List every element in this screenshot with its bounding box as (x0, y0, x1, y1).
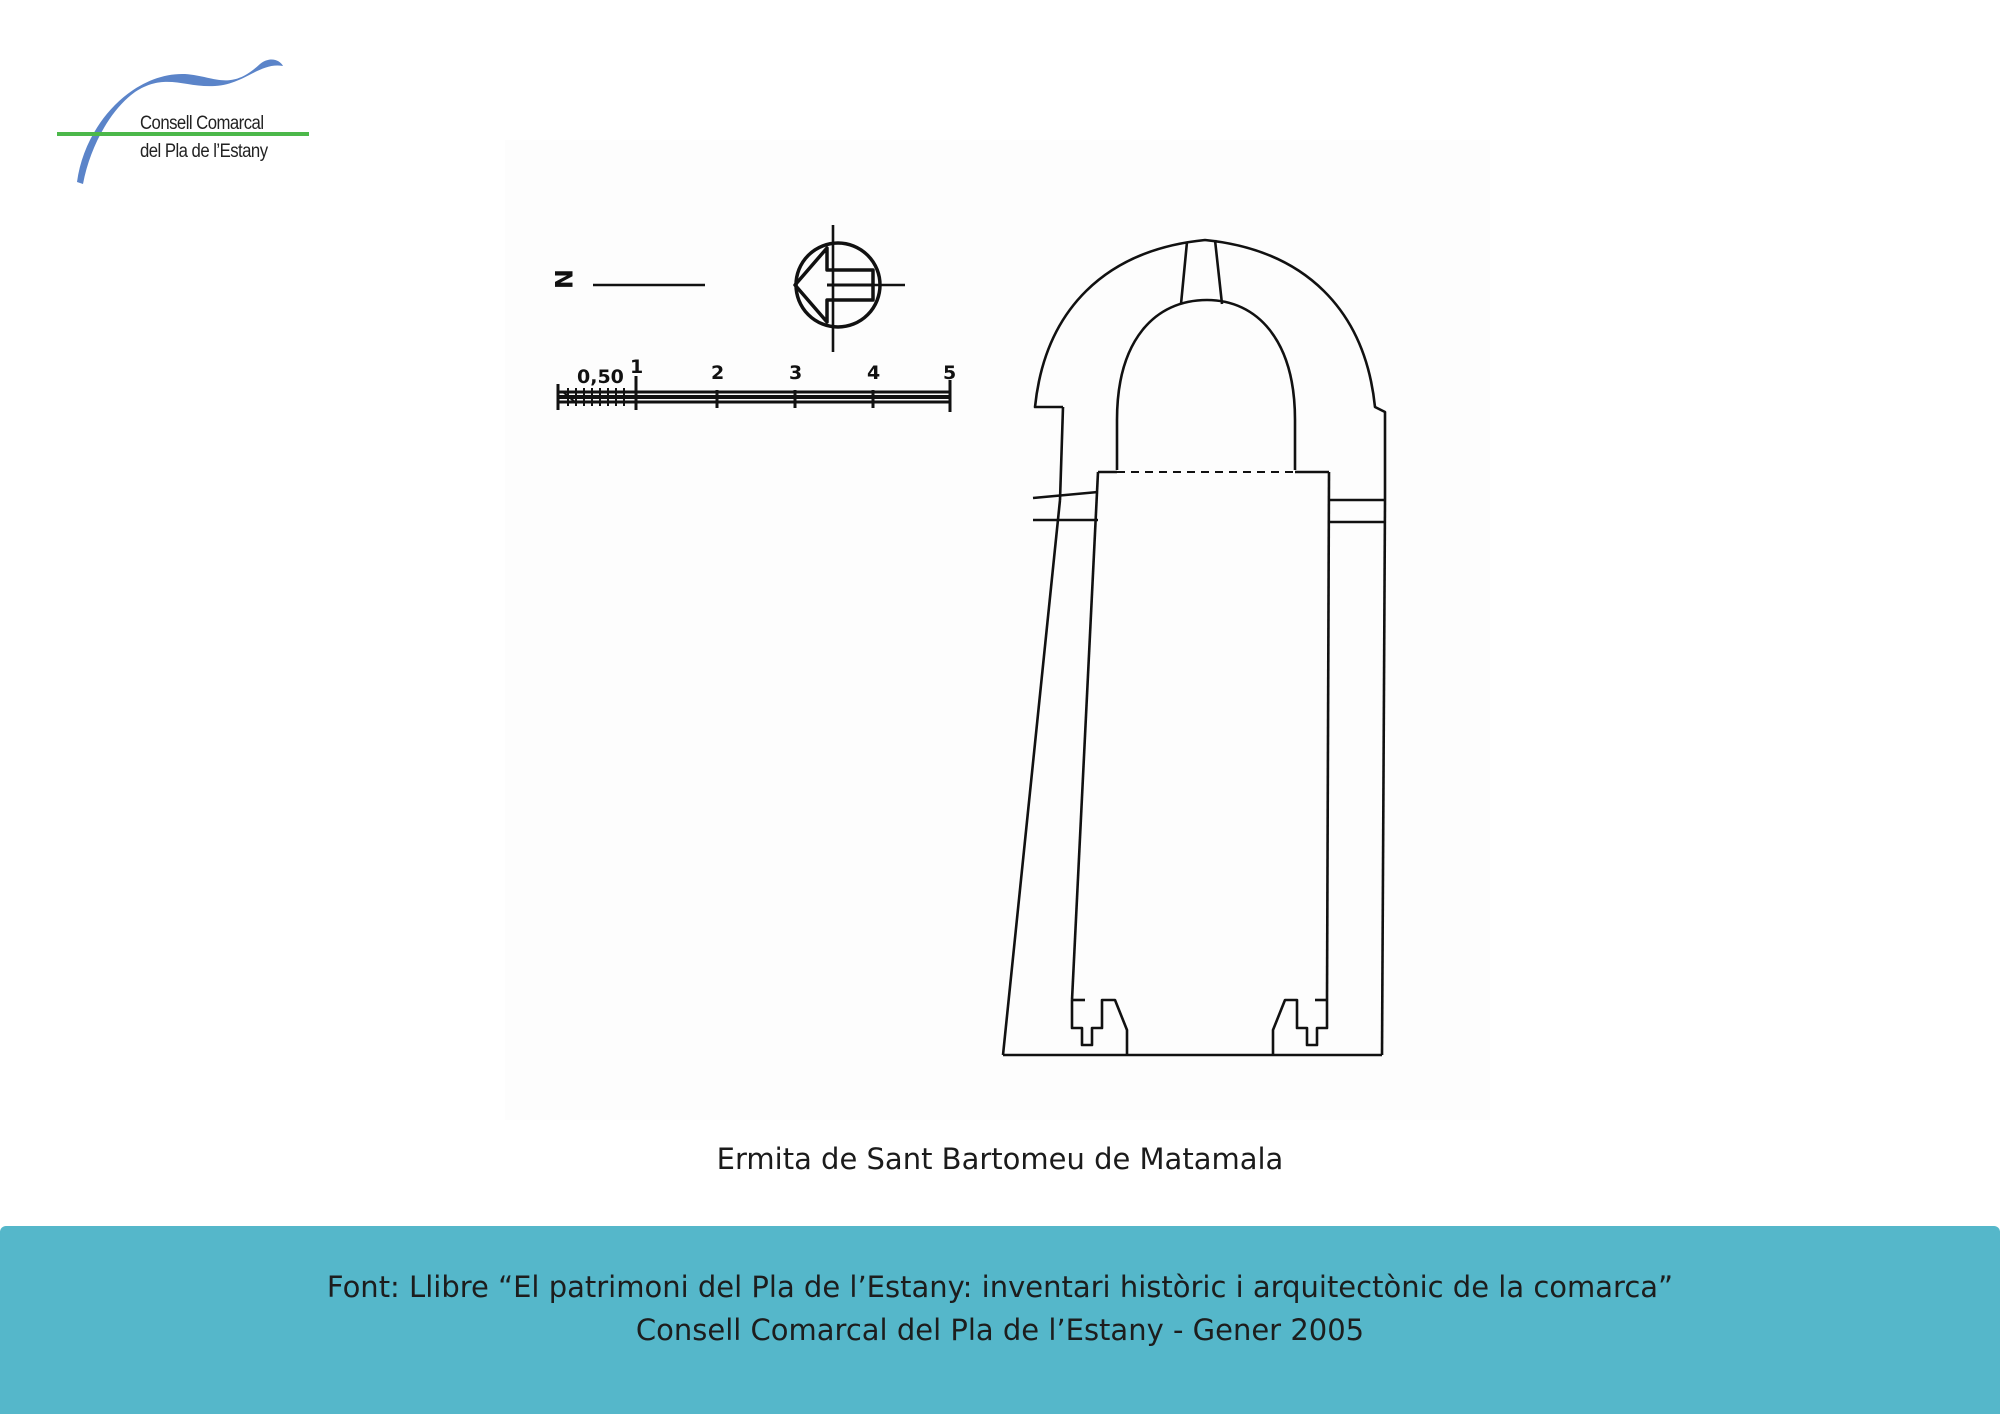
church-outline (1003, 240, 1385, 1055)
scale-label-2: 2 (711, 362, 725, 384)
scale-label-1: 1 (630, 356, 644, 378)
logo-line-2: del Pla de l’Estany (140, 141, 268, 162)
logo-text (140, 110, 268, 166)
north-arrow-icon (593, 225, 905, 352)
logo-line-1: Consell Comarcal (140, 113, 264, 134)
scale-label-3: 3 (789, 362, 803, 384)
floor-plan-svg (505, 140, 1490, 1120)
scale-label-050: 0,50 (577, 366, 624, 388)
north-label: N (549, 268, 578, 290)
scale-label-5: 5 (943, 362, 957, 384)
footer-credit-line: Consell Comarcal del Pla de l’Estany - Gener 2005 (635, 1313, 1365, 1347)
scale-label-4: 4 (867, 362, 881, 384)
consell-comarcal-logo (55, 52, 315, 192)
floor-plan-drawing (505, 140, 1490, 1120)
footer-source-line: Font: Llibre “El patrimoni del Pla de l’Estany: inventari històric i arquitectònic de la comarca” (326, 1270, 1674, 1304)
source-footer (0, 1226, 2000, 1414)
figure-caption: Ermita de Sant Bartomeu de Matamala (716, 1142, 1284, 1176)
